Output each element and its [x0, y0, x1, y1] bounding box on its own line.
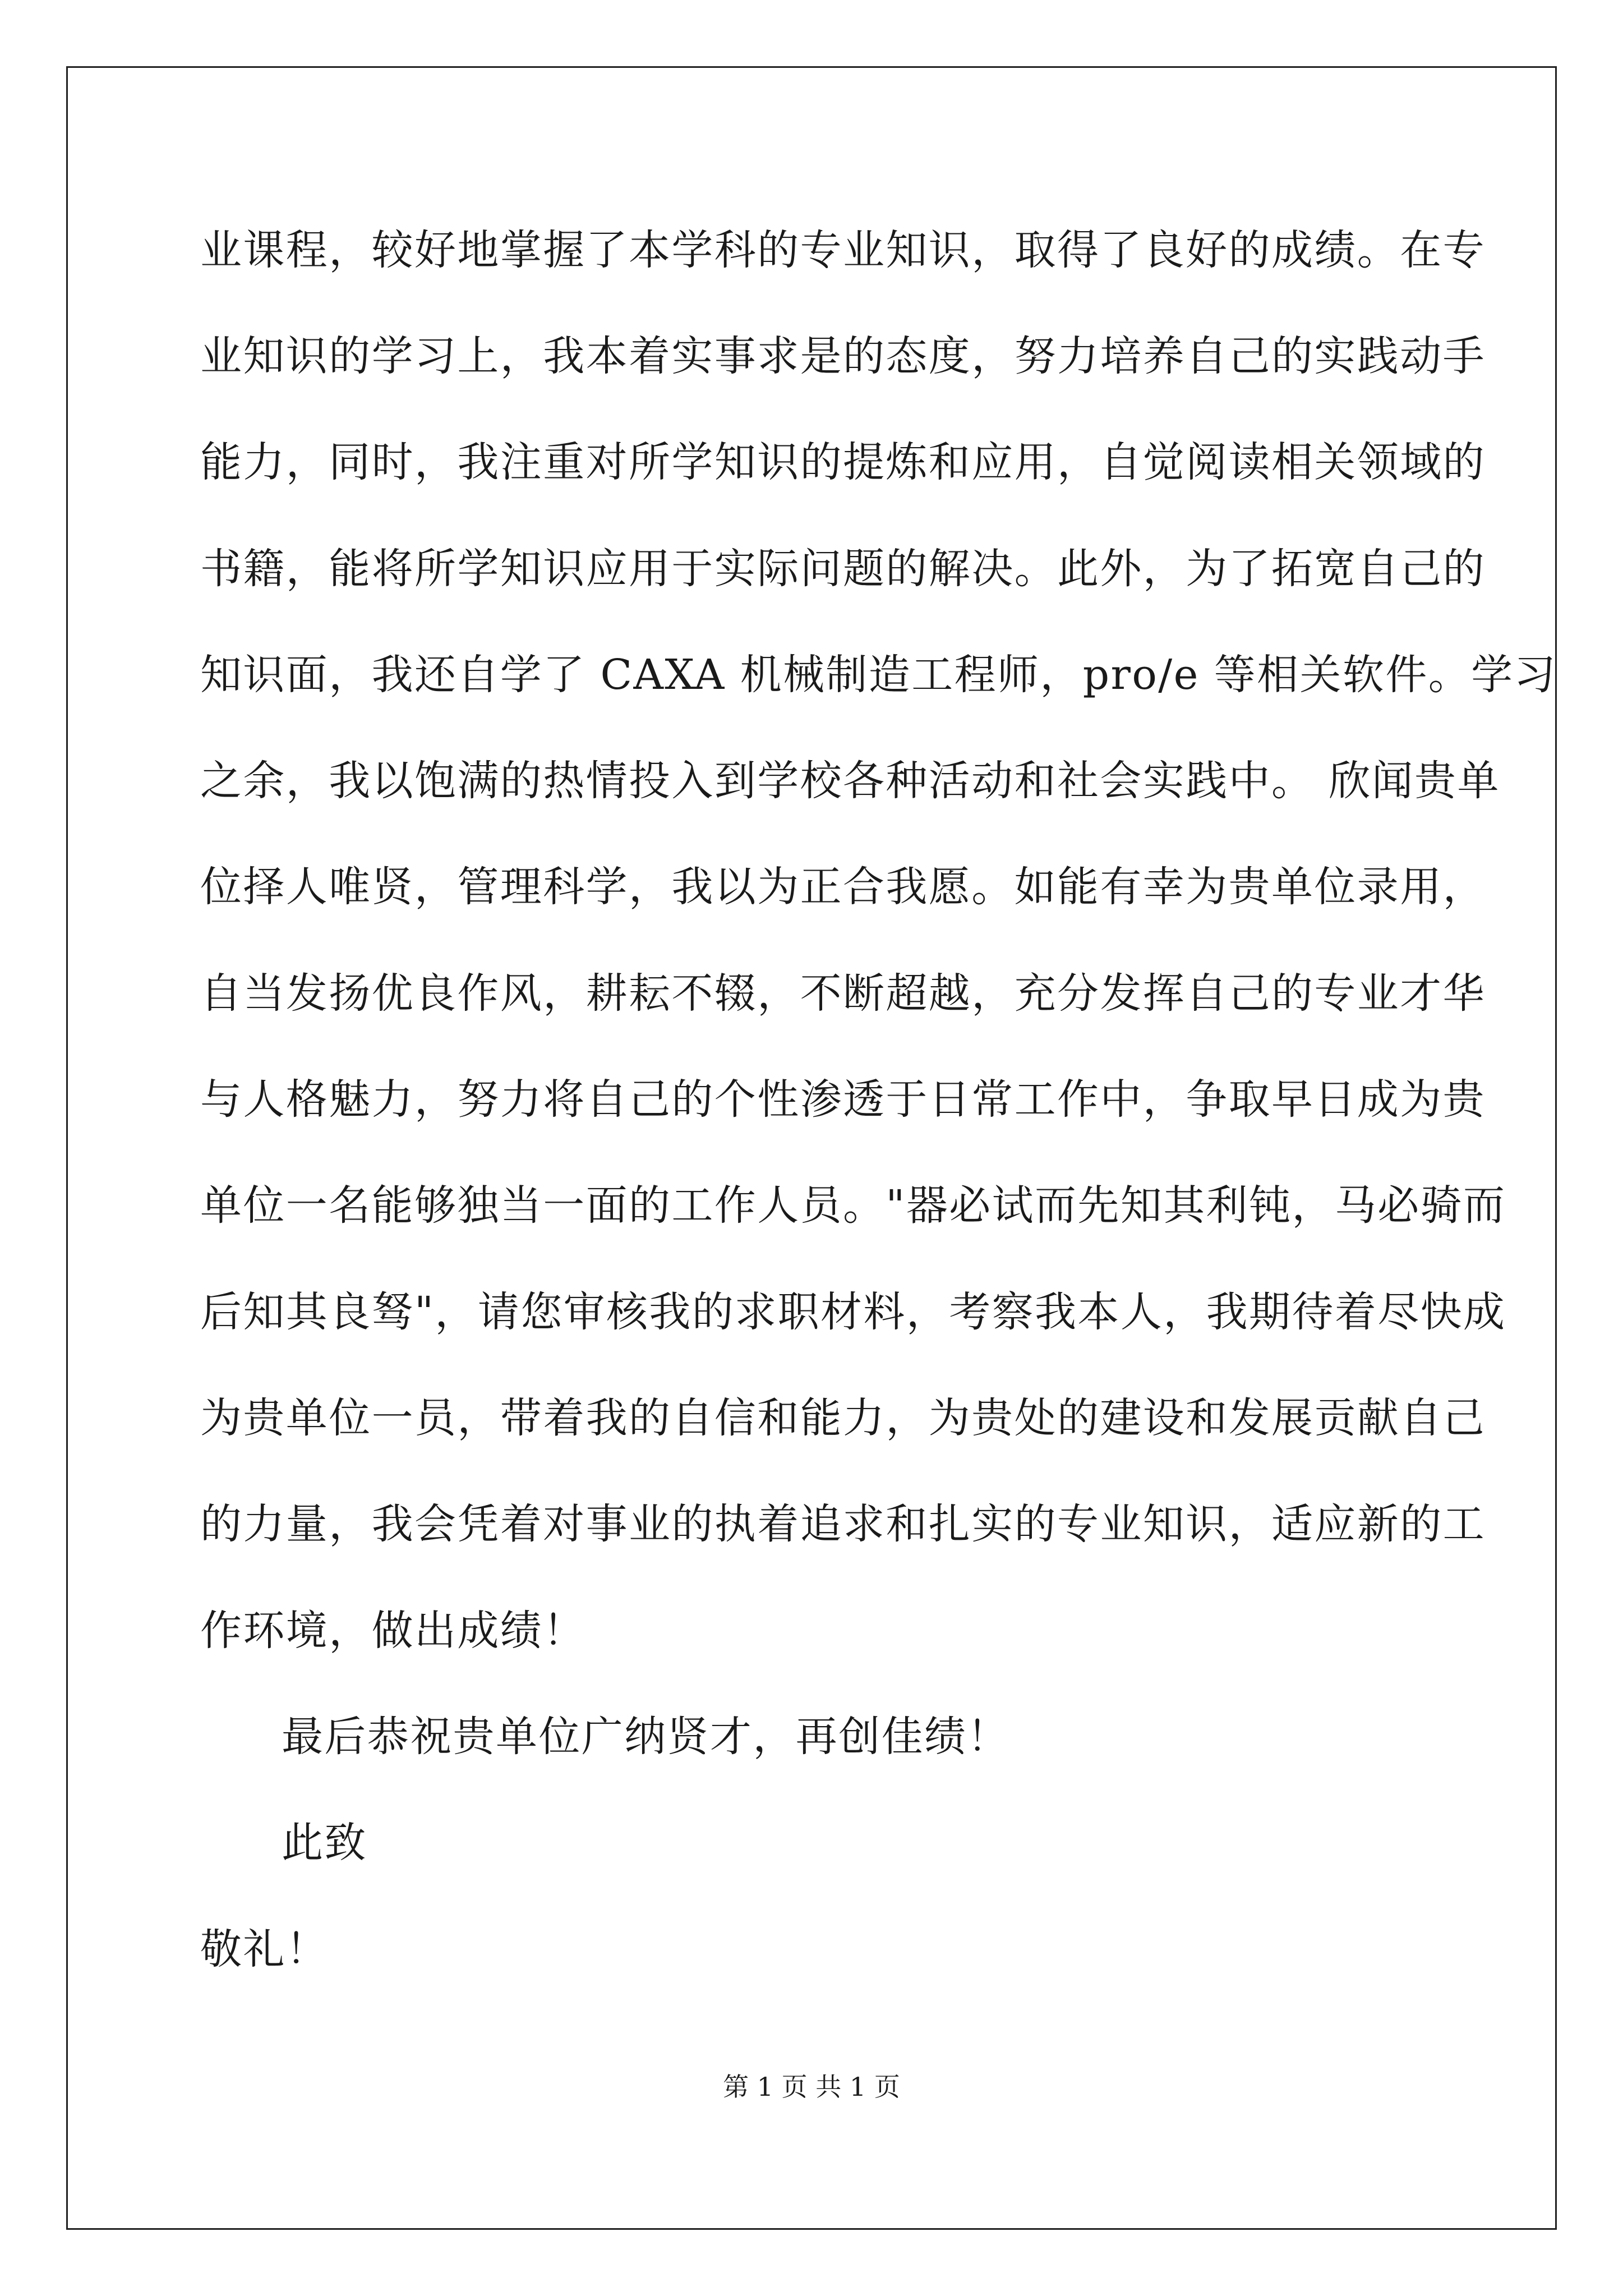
body-line-1: 业课程，较好地掌握了本学科的专业知识，取得了良好的成绩。在专	[200, 226, 1486, 274]
body-line-10: 单位一名能够独当一面的工作人员。"器必试而先知其利钝，马必骑而	[200, 1181, 1506, 1230]
salutation-line: 此致	[282, 1819, 367, 1867]
body-line-9: 与人格魅力，努力将自己的个性渗透于日常工作中，争取早日成为贵	[200, 1075, 1486, 1124]
page-footer: 第 1 页 共 1 页	[723, 2072, 900, 2102]
page-border	[66, 66, 1557, 2230]
body-line-5: 知识面，我还自学了 CAXA 机械制造工程师，pro/e 等相关软件。学习	[200, 651, 1557, 699]
wishes-line: 最后恭祝贵单位广纳贤才，再创佳绩！	[282, 1713, 1010, 1761]
closing-line: 敬礼！	[200, 1925, 329, 1973]
body-line-12: 为贵单位一员，带着我的自信和能力，为贵处的建设和发展贡献自己	[200, 1394, 1486, 1442]
body-line-11: 后知其良驽"，请您审核我的求职材料，考察我本人，我期待着尽快成	[200, 1288, 1506, 1336]
body-line-14: 作环境，做出成绩！	[200, 1607, 586, 1655]
body-line-8: 自当发扬优良作风，耕耘不辍，不断超越，充分发挥自己的专业才华	[200, 969, 1486, 1018]
body-line-7: 位择人唯贤，管理科学，我以为正合我愿。如能有幸为贵单位录用，	[200, 863, 1486, 911]
body-line-6: 之余，我以饱满的热情投入到学校各种活动和社会实践中。 欣闻贵单	[200, 757, 1500, 805]
body-line-4: 书籍，能将所学知识应用于实际问题的解决。此外，为了拓宽自己的	[200, 545, 1486, 593]
body-line-3: 能力，同时，我注重对所学知识的提炼和应用，自觉阅读相关领域的	[200, 438, 1486, 486]
body-line-13: 的力量，我会凭着对事业的执着追求和扎实的专业知识，适应新的工	[200, 1500, 1486, 1548]
body-line-2: 业知识的学习上，我本着实事求是的态度，努力培养自己的实践动手	[200, 332, 1486, 380]
